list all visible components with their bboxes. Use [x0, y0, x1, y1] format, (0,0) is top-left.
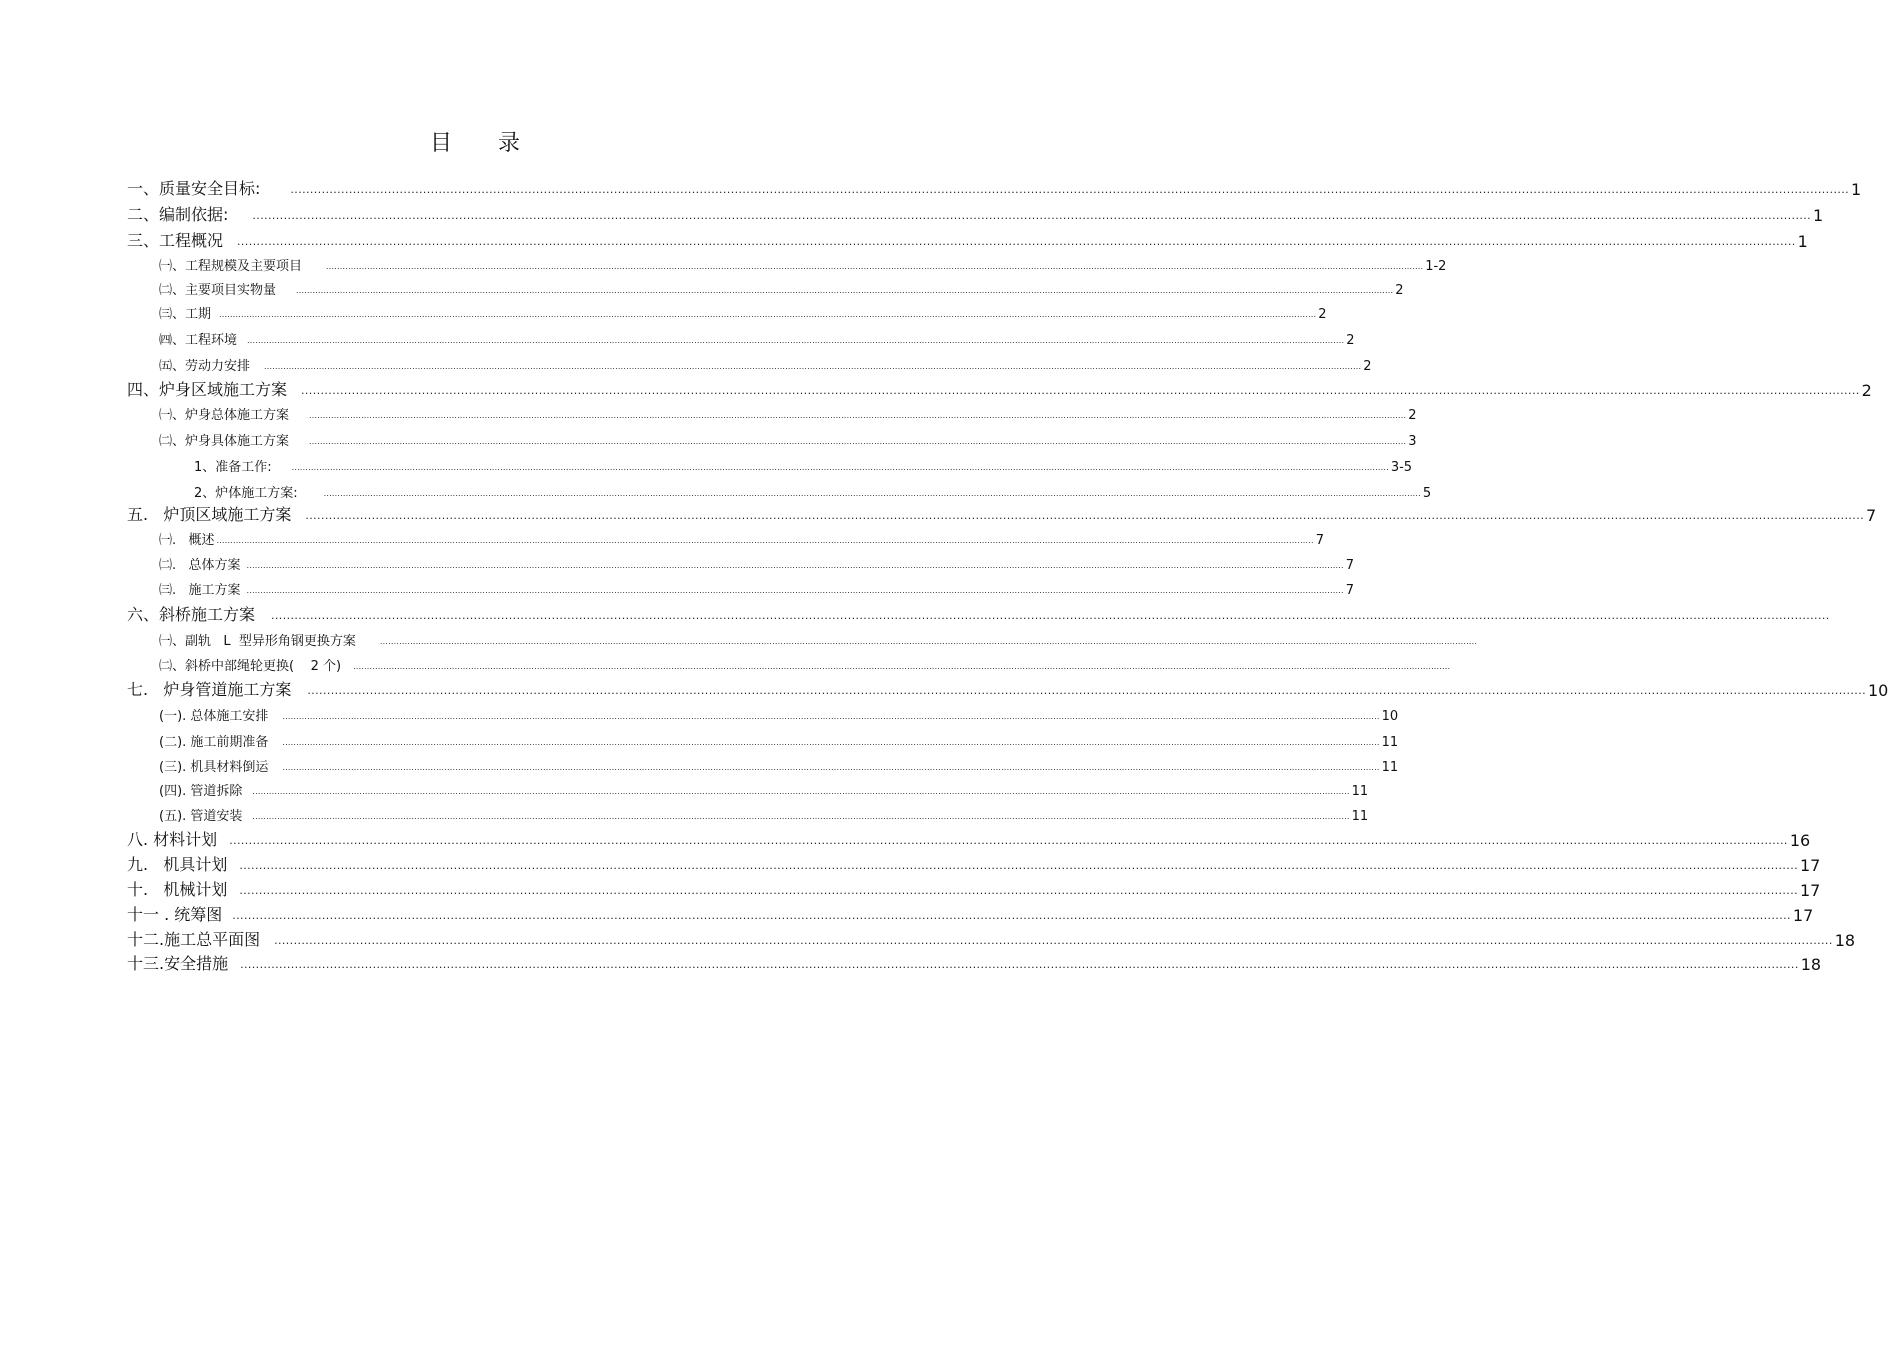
toc-title-char-1: 目: [429, 131, 452, 156]
toc-entry-page: 18: [1800, 955, 1822, 974]
toc-entry[interactable]: [159, 252, 1447, 274]
toc-leader: ................................................................................................................................................................................................................................................................................................................................................................................................................: [291, 463, 1389, 472]
toc-leader: ................................................................................................................................................................................................................................................................................................................................................................................................................: [240, 958, 1799, 971]
toc-entry[interactable]: [159, 352, 1372, 374]
toc-leader: ................................................................................................................................................................................................................................................................................................................................................................................................................: [246, 586, 1344, 595]
toc-entry-label: 九. 机具计划: [127, 855, 228, 874]
toc-entry-page: 11: [1351, 784, 1369, 799]
toc-entry[interactable]: [159, 777, 1369, 799]
toc-entry-page: 11: [1381, 735, 1399, 750]
toc-entry[interactable]: [159, 427, 1417, 449]
toc-entry[interactable]: [127, 601, 1830, 625]
toc-entry-label: 四、炉身区域施工方案: [127, 380, 288, 399]
toc-entry[interactable]: [127, 201, 1824, 225]
toc-leader: ................................................................................................................................................................................................................................................................................................................................................................................................................: [309, 437, 1407, 446]
toc-leader: ................................................................................................................................................................................................................................................................................................................................................................................................................: [379, 637, 1478, 646]
toc-leader: ................................................................................................................................................................................................................................................................................................................................................................................................................: [326, 262, 1424, 271]
toc-entry-page: 7: [1866, 506, 1877, 525]
toc-entry-page: 7: [1345, 583, 1354, 598]
toc-entry[interactable]: [159, 551, 1354, 573]
toc-entry[interactable]: [159, 326, 1355, 348]
toc-entry[interactable]: [159, 652, 1451, 674]
toc-entry-page: 11: [1381, 760, 1399, 775]
toc-entry-label: ㈠、副轨 L 型异形角钢更换方案: [159, 634, 356, 649]
toc-entry[interactable]: [159, 526, 1324, 548]
toc-leader: ................................................................................................................................................................................................................................................................................................................................................................................................................: [274, 934, 1833, 947]
toc-entry-page: 2: [1318, 307, 1327, 322]
toc-entry[interactable]: [127, 676, 1888, 700]
toc-entry-label: ㈤、劳动力安排: [159, 359, 251, 374]
toc-entry[interactable]: [159, 300, 1327, 322]
toc-entry-label: 六、斜桥施工方案: [127, 605, 256, 624]
toc-entry-label: 十三.安全措施: [127, 954, 229, 973]
toc-entry-page: 1: [1851, 180, 1862, 199]
toc-entry[interactable]: [127, 950, 1822, 974]
toc-leader: ................................................................................................................................................................................................................................................................................................................................................................................................................: [229, 834, 1788, 847]
toc-entry-label: 十. 机械计划: [127, 880, 228, 899]
toc-entry[interactable]: [127, 175, 1862, 199]
toc-leader: ................................................................................................................................................................................................................................................................................................................................................................................................................: [282, 763, 1380, 772]
toc-entry-label: (一). 总体施工安排: [159, 709, 269, 724]
toc-leader: ................................................................................................................................................................................................................................................................................................................................................................................................................: [323, 489, 1421, 498]
toc-leader: ................................................................................................................................................................................................................................................................................................................................................................................................................: [307, 684, 1866, 697]
toc-entry-label: 1、准备工作:: [194, 460, 272, 475]
toc-entry[interactable]: [194, 453, 1413, 475]
toc-entry-label: ㈣、工程环境: [159, 333, 238, 348]
toc-leader: ................................................................................................................................................................................................................................................................................................................................................................................................................: [282, 738, 1380, 747]
toc-entry-page: 17: [1792, 906, 1814, 925]
toc-entry-label: 十二.施工总平面图: [127, 930, 261, 949]
toc-entry-label: ㈢、工期: [159, 307, 212, 322]
toc-leader: ................................................................................................................................................................................................................................................................................................................................................................................................................: [246, 561, 1344, 570]
toc-leader: ................................................................................................................................................................................................................................................................................................................................................................................................................: [264, 362, 1362, 371]
toc-leader: ................................................................................................................................................................................................................................................................................................................................................................................................................: [301, 384, 1860, 397]
toc-entry-label: (二). 施工前期准备: [159, 735, 269, 750]
toc-entry-label: ㈠、炉身总体施工方案: [159, 408, 290, 423]
toc-entry-page: 2: [1861, 381, 1872, 400]
toc-entry[interactable]: [159, 401, 1417, 423]
toc-entry[interactable]: [159, 702, 1399, 724]
toc-entry[interactable]: [127, 876, 1821, 900]
toc-entry-label: ㈡、炉身具体施工方案: [159, 434, 290, 449]
toc-entry[interactable]: [127, 851, 1821, 875]
toc-entry[interactable]: [194, 479, 1432, 501]
toc-entry[interactable]: [127, 227, 1808, 251]
toc-entry-page: 1: [1813, 206, 1824, 225]
toc-entry-label: (四). 管道拆除: [159, 784, 243, 799]
toc-title: [0, 126, 950, 157]
toc-entry-page: 10: [1381, 709, 1399, 724]
toc-entry-page: 2: [1408, 408, 1417, 423]
toc-entry-page: 2: [1363, 359, 1372, 374]
toc-entry-page: 1-2: [1425, 259, 1447, 274]
toc-entry-page: 5: [1422, 486, 1432, 501]
toc-leader: ................................................................................................................................................................................................................................................................................................................................................................................................................: [239, 859, 1798, 872]
toc-entry-label: 一、质量安全目标:: [127, 179, 261, 198]
toc-entry-page: 3-5: [1390, 460, 1413, 475]
toc-entry-label: 2、炉体施工方案:: [194, 486, 298, 501]
toc-entry-page: 2: [1395, 283, 1404, 298]
toc-entry-label: (五). 管道安装: [159, 809, 243, 824]
toc-leader: ................................................................................................................................................................................................................................................................................................................................................................................................................: [353, 662, 1451, 671]
toc-entry-label: ㈡. 总体方案: [159, 558, 241, 573]
toc-entry[interactable]: [127, 376, 1872, 400]
toc-leader: ................................................................................................................................................................................................................................................................................................................................................................................................................: [252, 787, 1350, 796]
toc-leader: ................................................................................................................................................................................................................................................................................................................................................................................................................: [309, 411, 1407, 420]
toc-entry[interactable]: [159, 576, 1354, 598]
toc-entry-page: 3: [1408, 434, 1417, 449]
toc-leader: ................................................................................................................................................................................................................................................................................................................................................................................................................: [296, 286, 1394, 295]
toc-entry-page: 11: [1351, 809, 1369, 824]
toc-entry-page: 7: [1315, 533, 1324, 548]
toc-entry[interactable]: [127, 826, 1811, 850]
toc-entry-page: 17: [1800, 856, 1821, 875]
toc-entry-label: ㈢. 施工方案: [159, 583, 241, 598]
toc-leader: ................................................................................................................................................................................................................................................................................................................................................................................................................: [237, 235, 1796, 248]
toc-entry[interactable]: [127, 926, 1856, 950]
toc-entry-page: 10: [1868, 681, 1888, 700]
toc-leader: ................................................................................................................................................................................................................................................................................................................................................................................................................: [271, 609, 1830, 622]
toc-entry-page: 7: [1345, 558, 1354, 573]
toc-entry[interactable]: [127, 901, 1814, 925]
toc-entry-label: ㈡、斜桥中部绳轮更换( 2 个): [159, 659, 342, 674]
toc-entry-page: 18: [1834, 931, 1856, 950]
toc-leader: ................................................................................................................................................................................................................................................................................................................................................................................................................: [252, 209, 1812, 222]
toc-entry-label: (三). 机具材料倒运: [159, 760, 269, 775]
toc-leader: ................................................................................................................................................................................................................................................................................................................................................................................................................: [216, 536, 1314, 545]
toc-entry-label: ㈠. 概述: [159, 533, 215, 548]
toc-entry-label: 三、工程概况: [127, 231, 224, 250]
toc-entry[interactable]: [159, 627, 1478, 649]
toc-entry-page: 16: [1789, 831, 1811, 850]
toc-entry-page: 2: [1346, 333, 1355, 348]
toc-leader: ................................................................................................................................................................................................................................................................................................................................................................................................................: [232, 909, 1791, 922]
toc-entry[interactable]: [127, 501, 1877, 525]
toc-entry[interactable]: [159, 276, 1404, 298]
toc-entry-label: 八. 材料计划: [127, 830, 218, 849]
toc-entry-page: 1: [1797, 232, 1808, 251]
toc-entry-label: 七. 炉身管道施工方案: [127, 680, 292, 699]
toc-entry[interactable]: [159, 728, 1399, 750]
toc-entry-label: ㈠、工程规模及主要项目: [159, 259, 303, 274]
toc-leader: ................................................................................................................................................................................................................................................................................................................................................................................................................: [252, 812, 1350, 821]
toc-leader: ................................................................................................................................................................................................................................................................................................................................................................................................................: [282, 712, 1380, 721]
toc-leader: ................................................................................................................................................................................................................................................................................................................................................................................................................: [290, 183, 1850, 196]
toc-entry-label: 五. 炉顶区域施工方案: [127, 505, 292, 524]
toc-entry-label: 十一 . 统筹图: [127, 905, 223, 924]
toc-entry[interactable]: [159, 753, 1399, 775]
toc-title-char-2: 录: [498, 131, 521, 156]
toc-leader: ................................................................................................................................................................................................................................................................................................................................................................................................................: [305, 509, 1864, 522]
toc-leader: ................................................................................................................................................................................................................................................................................................................................................................................................................: [219, 310, 1317, 319]
toc-leader: ................................................................................................................................................................................................................................................................................................................................................................................................................: [239, 884, 1798, 897]
toc-entry[interactable]: [159, 802, 1369, 824]
toc-entry-label: 二、编制依据:: [127, 205, 229, 224]
toc-entry-label: ㈡、主要项目实物量: [159, 283, 277, 298]
toc-leader: ................................................................................................................................................................................................................................................................................................................................................................................................................: [247, 336, 1345, 345]
toc-entry-page: 17: [1800, 881, 1821, 900]
